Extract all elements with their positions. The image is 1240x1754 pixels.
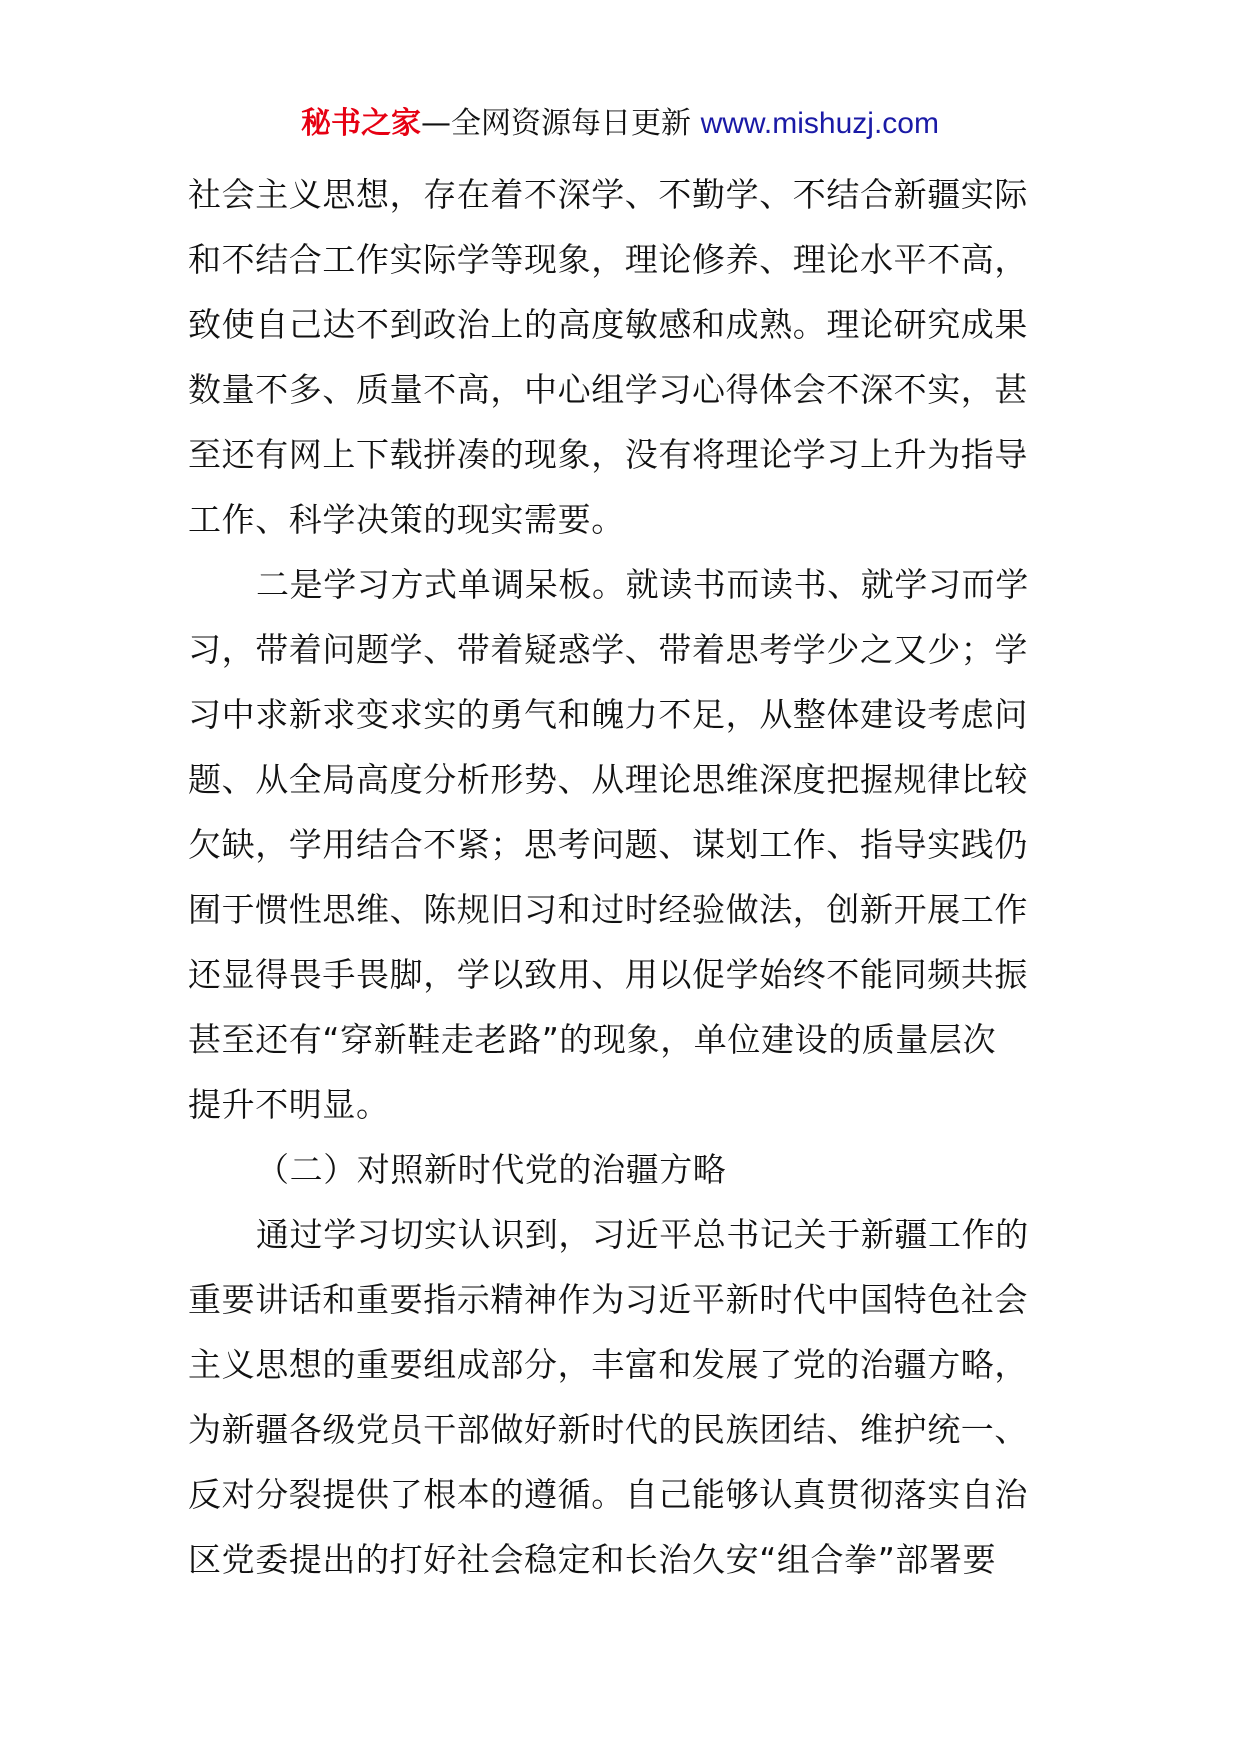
header-brand: 秘书之家 <box>301 106 422 141</box>
text-line: 欠缺，学用结合不紧；思考问题、谋划工作、指导实践仍 <box>188 825 1028 864</box>
text-line: 提升不明显。 <box>188 1085 390 1124</box>
text-line: 题、从全局高度分析形势、从理论思维深度把握规律比较 <box>188 760 1028 799</box>
text-line: 反对分裂提供了根本的遵循。自己能够认真贯彻落实自治 <box>188 1475 1028 1514</box>
text-line: 社会主义思想，存在着不深学、不勤学、不结合新疆实际 <box>188 175 1028 214</box>
text-line: 甚至还有“穿新鞋走老路”的现象，单位建设的质量层次 <box>188 1020 997 1059</box>
text-line: 重要讲话和重要指示精神作为习近平新时代中国特色社会 <box>188 1280 1028 1319</box>
text-line: 数量不多、质量不高，中心组学习心得体会不深不实，甚 <box>188 370 1028 409</box>
text-line: 习中求新求变求实的勇气和魄力不足，从整体建设考虑问 <box>188 695 1028 734</box>
text-line: 为新疆各级党员干部做好新时代的民族团结、维护统一、 <box>188 1410 1028 1449</box>
page-header <box>0 104 1240 144</box>
text-line: 和不结合工作实际学等现象，理论修养、理论水平不高， <box>188 240 1028 279</box>
text-line: 习，带着问题学、带着疑惑学、带着思考学少之又少；学 <box>188 630 1028 669</box>
paragraph-start-line: 通过学习切实认识到，习近平总书记关于新疆工作的 <box>256 1215 1029 1254</box>
text-line: 致使自己达不到政治上的高度敏感和成熟。理论研究成果 <box>188 305 1028 344</box>
text-line: 区党委提出的打好社会稳定和长治久安“组合拳”部署要 <box>188 1540 997 1579</box>
document-body <box>188 162 1058 1592</box>
header-url-link[interactable]: www.mishuzj.com <box>700 107 939 140</box>
text-line: 囿于惯性思维、陈规旧习和过时经验做法，创新开展工作 <box>188 890 1028 929</box>
text-line: 还显得畏手畏脚，学以致用、用以促学始终不能同频共振 <box>188 955 1028 994</box>
text-line: 主义思想的重要组成部分，丰富和发展了党的治疆方略， <box>188 1345 1028 1384</box>
text-line: 至还有网上下载拼凑的现象，没有将理论学习上升为指导 <box>188 435 1028 474</box>
section-heading: （二）对照新时代党的治疆方略 <box>256 1150 727 1189</box>
text-line: 工作、科学决策的现实需要。 <box>188 500 625 539</box>
header-slogan: —全网资源每日更新 <box>421 106 692 141</box>
paragraph-start-line: 二是学习方式单调呆板。就读书而读书、就学习而学 <box>256 565 1029 604</box>
